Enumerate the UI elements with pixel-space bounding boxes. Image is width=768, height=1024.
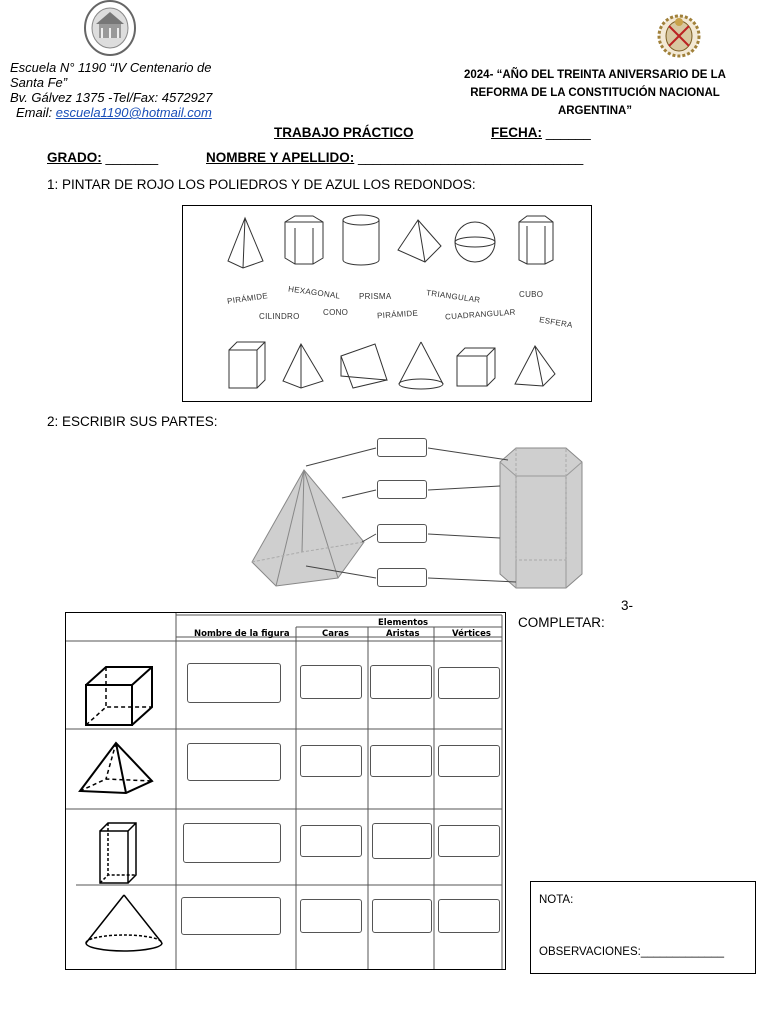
caras-answer-box-2[interactable]	[300, 745, 362, 777]
observaciones-label: OBSERVACIONES:	[539, 946, 641, 958]
name-answer-box-1[interactable]	[187, 663, 281, 703]
part-answer-box-4[interactable]	[377, 568, 427, 587]
part-answer-box-2[interactable]	[377, 480, 427, 499]
pyramid-drawing	[80, 743, 152, 793]
nombre-field	[206, 150, 583, 165]
part-answer-box-3[interactable]	[377, 524, 427, 543]
cone-drawing	[86, 895, 162, 951]
grado-field	[47, 150, 158, 165]
school-email-line	[10, 105, 230, 120]
q2-parts-diagram	[246, 434, 592, 594]
name-answer-box-2[interactable]	[187, 743, 281, 781]
name-answer-box-4[interactable]	[181, 897, 281, 935]
col-header-vertices: Vértices	[452, 629, 491, 639]
email-label: Email:	[16, 105, 53, 120]
fecha-field	[491, 125, 591, 140]
grado-blank: _______	[105, 150, 159, 165]
nota-label: NOTA:	[539, 894, 574, 906]
nombre-blank: ______________________________	[358, 150, 584, 165]
shape-label-10: ESFERA	[538, 315, 574, 330]
prism-drawing	[100, 823, 136, 883]
question-2: 2: ESCRIBIR SUS PARTES:	[47, 414, 218, 429]
shape-label-2: HEXAGONAL	[287, 284, 341, 301]
name-answer-box-3[interactable]	[183, 823, 281, 863]
observaciones-line	[539, 946, 747, 958]
elements-header: Elementos	[378, 618, 429, 628]
shape-label-1: PIRÁMIDE	[226, 291, 269, 306]
aristas-answer-box-3[interactable]	[372, 823, 432, 859]
fecha-label: FECHA:	[491, 125, 542, 140]
shape-label-4: TRIANGULAR	[425, 288, 481, 305]
part-answer-box-1[interactable]	[377, 438, 427, 457]
shape-label-9: CUADRANGULAR	[444, 307, 516, 322]
fecha-blank: ______	[545, 125, 591, 140]
aristas-answer-box-4[interactable]	[372, 899, 432, 933]
school-logo-icon	[82, 0, 138, 58]
year-motto: 2024- “AÑO DEL TREINTA ANIVERSARIO DE LA REFORMA DE LA CONSTITUCIÓN NACIONAL ARGENTINA”	[464, 69, 726, 117]
vertices-answer-box-1[interactable]	[438, 667, 500, 699]
school-name: Escuela N° 1190 “IV Centenario de Santa Fe”	[10, 60, 212, 90]
question-1: 1: PINTAR DE ROJO LOS POLIEDROS Y DE AZUL LOS REDONDOS:	[47, 177, 476, 192]
cube-drawing	[86, 667, 152, 725]
school-info	[10, 60, 230, 120]
nota-box	[530, 881, 756, 974]
shape-label-3: PRISMA	[359, 292, 392, 301]
observaciones-blank: _____________	[640, 946, 724, 958]
q1-shapes-box	[182, 205, 592, 402]
vertices-answer-box-4[interactable]	[438, 899, 500, 933]
caras-answer-box-3[interactable]	[300, 825, 362, 857]
question-3-number: 3-	[621, 598, 634, 613]
vertices-answer-box-2[interactable]	[438, 745, 500, 777]
caras-answer-box-4[interactable]	[300, 899, 362, 933]
shape-label-8: PIRÁMIDE	[376, 308, 419, 321]
email-link[interactable]: escuela1190@hotmail.com	[55, 105, 212, 120]
aristas-answer-box-2[interactable]	[370, 745, 432, 777]
provincial-seal-icon	[656, 12, 702, 60]
col-header-aristas: Aristas	[386, 629, 420, 639]
col-header-caras: Caras	[322, 629, 349, 639]
page-title: TRABAJO PRÁCTICO	[274, 125, 414, 140]
aristas-answer-box-1[interactable]	[370, 665, 432, 699]
shape-label-7: CONO	[323, 308, 349, 317]
grado-label: GRADO:	[47, 150, 102, 165]
school-address: Bv. Gálvez 1375 -Tel/Fax: 4572927	[10, 90, 213, 105]
question-3: COMPLETAR:	[518, 615, 605, 630]
caras-answer-box-1[interactable]	[300, 665, 362, 699]
col-header-name: Nombre de la figura	[194, 629, 290, 639]
shape-label-6: CILINDRO	[259, 312, 300, 321]
shape-label-5: CUBO	[519, 290, 544, 299]
q3-table	[65, 612, 506, 970]
vertices-answer-box-3[interactable]	[438, 825, 500, 857]
nombre-label: NOMBRE Y APELLIDO:	[206, 150, 355, 165]
